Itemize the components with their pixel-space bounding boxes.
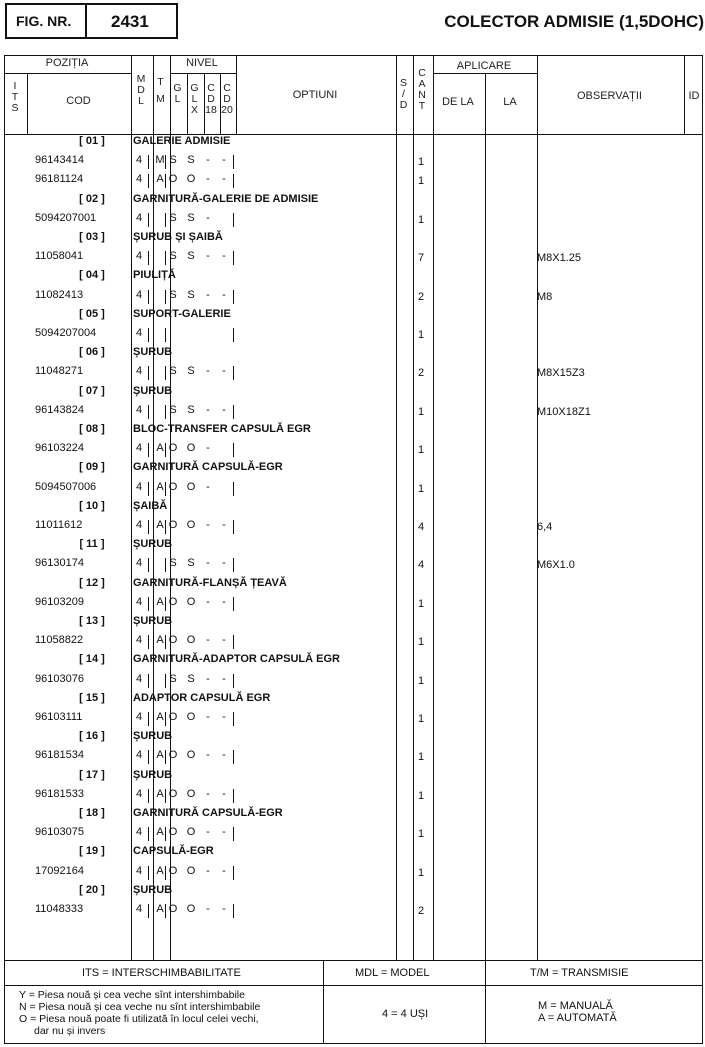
part-name: ȘURUB [133,883,173,896]
level-separator [233,904,234,918]
position-number: [ 07 ] [79,384,105,397]
part-code: 5094207004 [35,327,97,339]
level-separator [165,366,166,380]
part-code: 11011612 [35,519,83,531]
level-value: - [222,519,226,531]
level-value: - [206,787,210,800]
header-sd: S / D [399,77,408,111]
level-value: S [187,365,195,378]
level-separator [148,482,149,496]
level-value: O [186,519,196,531]
level-value: - [206,595,210,608]
level-value: - [222,403,226,416]
level-value: S [187,211,195,224]
model-value: 4 [135,711,143,723]
observation: 6,4 [537,521,553,533]
part-code: 11058041 [35,250,84,263]
header-gl: G L [173,82,182,105]
level-value: - [222,787,226,800]
transmission-value: A [156,480,164,493]
position-number: [ 01 ] [79,135,105,147]
part-name: GARNITURĂ-ADAPTOR CAPSULĂ EGR [133,653,340,666]
level-separator [148,789,149,803]
model-value: 4 [135,749,143,762]
part-name: ȘURUB [133,768,173,781]
position-number: [ 02 ] [79,192,105,205]
level-value: S [169,211,177,224]
level-separator [148,155,149,169]
part-code: 96103075 [35,826,84,839]
position-number: [ 13 ] [79,615,105,627]
quantity: 1 [417,751,425,764]
transmission-value: A [156,864,164,877]
level-value: O [168,711,178,723]
level-separator [165,904,166,918]
level-value: O [168,480,178,493]
part-code: 96103209 [35,595,84,608]
level-separator [233,328,234,342]
model-value: 4 [135,595,143,608]
level-value: O [186,749,196,762]
part-code: 17092164 [35,864,84,877]
level-separator [165,155,166,169]
level-value: S [187,403,195,416]
level-separator [233,712,234,726]
quantity: 7 [417,252,425,265]
level-value: - [206,672,210,685]
model-value: 4 [135,903,143,915]
level-value: O [168,519,178,531]
model-value: 4 [135,403,143,416]
level-value: S [187,288,195,301]
transmission-value: M [155,154,165,167]
level-separator [165,328,166,342]
level-value: O [186,173,196,186]
level-value: - [222,173,226,186]
observation: M8 [537,290,553,303]
part-name: SUPORT-GALERIE [133,307,231,320]
footer-transmission-values: M = MANUALĂ A = AUTOMATĂ [538,1000,617,1024]
level-separator [165,866,166,880]
model-value: 4 [135,557,143,570]
part-name: ADAPTOR CAPSULĂ EGR [133,691,271,704]
model-value: 4 [135,672,143,685]
part-code: 11082413 [35,288,84,301]
transmission-value: A [156,442,164,455]
transmission-value: A [156,749,164,762]
position-number: [ 06 ] [79,346,105,359]
header-cant: C A N T [418,67,426,112]
level-value: O [186,826,196,839]
level-separator [165,712,166,726]
quantity: 1 [417,175,425,188]
part-name: CAPSULĂ-EGR [133,845,214,858]
position-number: [ 18 ] [79,807,105,819]
level-separator [233,290,234,304]
quantity: 2 [417,290,425,303]
part-name: GARNITURĂ CAPSULĂ-EGR [133,807,283,819]
part-code: 96103076 [35,672,84,685]
level-value: - [222,903,226,915]
level-separator [148,290,149,304]
level-value: S [169,672,177,685]
observation: M8X1.25 [537,252,582,265]
level-value: - [206,365,210,378]
quantity: 1 [417,789,425,802]
level-separator [165,482,166,496]
level-value: - [206,173,210,186]
level-value: - [222,557,226,570]
quantity: 1 [417,866,425,879]
footer-its: ITS = INTERSCHIMBABILITATE [82,967,241,979]
level-value: - [222,672,226,685]
level-separator [165,443,166,457]
level-value: O [186,634,196,647]
level-value: O [186,864,196,877]
quantity: 1 [417,597,425,610]
level-value: - [222,154,226,167]
level-value: O [168,173,178,186]
level-value: O [186,711,196,723]
part-code: 96130174 [35,557,84,570]
level-separator [233,750,234,764]
part-name: ȘURUB [133,538,173,551]
observation: M10X18Z1 [537,405,591,418]
quantity: 1 [417,482,425,495]
quantity: 1 [417,213,425,226]
quantity: 1 [417,405,425,418]
level-separator [148,827,149,841]
position-number: [ 17 ] [79,768,105,781]
part-code: 11048333 [35,903,84,915]
level-separator [233,405,234,419]
level-value: O [186,787,196,800]
quantity: 1 [417,444,425,457]
position-number: [ 08 ] [79,423,105,435]
model-value: 4 [135,211,143,224]
header-glx: G L X [190,82,199,116]
position-number: [ 20 ] [79,883,105,896]
quantity: 1 [417,674,425,687]
part-name: ȘURUB [133,615,173,627]
header-mdl: M D L [136,73,146,107]
part-code: 96143824 [35,403,84,416]
level-separator [165,597,166,611]
observation: M8X15Z3 [537,367,585,380]
level-value: - [206,826,210,839]
part-code: 96103224 [35,442,84,455]
part-code: 96143414 [35,154,84,167]
header-nivel: NIVEL [186,57,218,69]
level-value: - [222,365,226,378]
level-separator [233,674,234,688]
level-value: - [206,442,210,455]
level-value: O [168,749,178,762]
level-separator [233,213,234,227]
level-separator [233,789,234,803]
quantity: 1 [417,329,425,341]
level-separator [148,251,149,265]
transmission-value: A [156,634,164,647]
level-value: - [206,634,210,647]
level-separator [148,558,149,572]
part-name: GARNITURĂ-GALERIE DE ADMISIE [133,192,319,205]
level-separator [148,405,149,419]
level-separator [233,827,234,841]
level-value: S [169,403,177,416]
level-value: - [206,154,210,167]
level-separator [148,597,149,611]
part-code: 5094507006 [35,480,97,493]
level-separator [148,866,149,880]
level-separator [148,520,149,534]
part-name: GARNITURĂ-FLANȘĂ ȚEAVĂ [133,576,287,589]
level-separator [148,712,149,726]
level-value: - [206,711,210,723]
model-value: 4 [135,442,143,455]
model-value: 4 [135,288,143,301]
position-number: [ 04 ] [79,269,105,282]
level-separator [165,750,166,764]
model-value: 4 [135,864,143,877]
header-pozitia: POZIȚIA [45,57,89,69]
level-separator [165,789,166,803]
level-value: - [222,864,226,877]
position-number: [ 03 ] [79,231,105,243]
part-code: 96181124 [35,173,84,186]
level-separator [165,174,166,188]
level-value: O [168,595,178,608]
transmission-value: A [156,711,164,723]
level-value: - [206,211,210,224]
level-value: - [222,288,226,301]
part-name: ȘAIBĂ [133,499,168,512]
footer-mdl: MDL = MODEL [355,967,430,979]
level-value: O [186,903,196,915]
position-number: [ 11 ] [79,538,105,551]
model-value: 4 [135,154,143,167]
model-value: 4 [135,327,143,339]
header-la: LA [503,96,517,108]
level-separator [148,443,149,457]
level-value: O [186,442,196,455]
header-id: ID [688,90,700,102]
level-value: S [187,557,195,570]
part-code: 11058822 [35,634,84,647]
level-separator [165,251,166,265]
header-tm: T M [156,76,165,105]
position-number: [ 12 ] [79,576,105,589]
level-separator [233,597,234,611]
header-cod: COD [66,95,91,107]
level-separator [165,674,166,688]
figure-label: FIG. NR. [16,13,72,29]
level-value: - [206,749,210,762]
level-value: S [169,557,177,570]
footer-model-value: 4 = 4 UȘI [382,1008,429,1020]
model-value: 4 [135,365,143,378]
position-number: [ 15 ] [79,691,105,704]
level-separator [233,520,234,534]
level-value: O [168,787,178,800]
level-value: - [206,864,210,877]
transmission-value: A [156,519,164,531]
level-separator [148,904,149,918]
transmission-value: A [156,173,164,186]
level-separator [165,558,166,572]
position-number: [ 09 ] [79,461,105,474]
position-number: [ 10 ] [79,499,105,512]
level-separator [148,366,149,380]
part-name: ȘURUB [133,384,173,397]
level-value: O [168,903,178,915]
transmission-value: A [156,595,164,608]
level-separator [233,443,234,457]
level-separator [233,482,234,496]
figure-number: 2431 [111,12,149,31]
level-value: S [169,288,177,301]
quantity: 1 [417,156,425,169]
part-name: PIULIȚĂ [133,269,176,282]
part-code: 5094207001 [35,211,97,224]
model-value: 4 [135,787,143,800]
quantity: 1 [417,828,425,841]
level-value: - [206,403,210,416]
level-value: S [187,672,195,685]
level-value: O [168,442,178,455]
level-separator [148,174,149,188]
level-separator [233,251,234,265]
level-value: - [206,480,210,493]
part-code: 96103111 [35,711,83,723]
level-value: O [186,480,196,493]
level-value: - [222,711,226,723]
level-value: - [222,826,226,839]
model-value: 4 [135,634,143,647]
figure-number-box [5,3,178,39]
header-de-la: DE LA [442,96,474,108]
header-its: I T S [11,80,19,114]
part-name: GALERIE ADMISIE [133,135,231,147]
level-separator [165,405,166,419]
level-separator [148,750,149,764]
part-name: ȘURUB [133,730,173,743]
level-value: S [169,154,177,167]
model-value: 4 [135,250,143,263]
level-value: S [187,154,195,167]
level-value: S [169,250,177,263]
level-value: S [169,365,177,378]
level-separator [233,366,234,380]
level-separator [148,635,149,649]
level-value: - [206,250,210,263]
part-name: GARNITURĂ CAPSULĂ-EGR [133,461,283,474]
level-separator [165,520,166,534]
quantity: 2 [417,905,425,917]
part-name: ȘURUB ȘI ȘAIBĂ [133,231,223,243]
header-cd18: C D 18 [205,82,217,116]
level-separator [233,866,234,880]
position-number: [ 16 ] [79,730,105,743]
level-value: O [168,634,178,647]
position-number: [ 05 ] [79,307,105,320]
model-value: 4 [135,519,143,531]
quantity: 1 [417,713,425,725]
model-value: 4 [135,480,143,493]
observation: M6X1.0 [537,559,575,572]
part-name: BLOC-TRANSFER CAPSULĂ EGR [133,423,311,435]
quantity: 1 [417,636,425,649]
position-number: [ 14 ] [79,653,105,666]
level-separator [165,827,166,841]
part-name: ȘURUB [133,346,173,359]
transmission-value: A [156,826,164,839]
part-code: 11048271 [35,365,84,378]
model-value: 4 [135,173,143,186]
page-title: COLECTOR ADMISIE (1,5DOHC) [444,12,704,31]
level-separator [233,558,234,572]
footer-tm: T/M = TRANSMISIE [530,967,629,979]
header-optiuni: OPTIUNI [292,89,338,101]
level-value: S [187,250,195,263]
level-value: O [186,595,196,608]
level-value: - [206,557,210,570]
header-aplicare: APLICARE [456,60,512,72]
model-value: 4 [135,826,143,839]
level-value: - [222,595,226,608]
header-observatii: OBSERVAȚII [576,90,642,102]
quantity: 2 [417,367,425,380]
level-separator [165,213,166,227]
level-separator [148,328,149,342]
header-cd20: C D 20 [221,82,233,116]
level-value: - [222,250,226,263]
level-value: O [168,864,178,877]
level-separator [165,635,166,649]
transmission-value: A [156,787,164,800]
quantity: 4 [417,559,425,572]
level-separator [233,155,234,169]
level-value: - [206,519,210,531]
footer-legend: Y = Piesa nouă și cea veche sînt intershimbabile N = Piesa nouă și cea veche nu sînt intershimbabile O = Piesa nouă poate fi utilizată în locul celei vechi, dar nu și invers [19,989,261,1037]
level-value: - [222,634,226,647]
level-value: O [168,826,178,839]
level-separator [233,635,234,649]
transmission-value: A [156,903,164,915]
quantity: 4 [417,521,425,533]
level-value: - [206,903,210,915]
part-code: 96181534 [35,749,84,762]
level-separator [148,213,149,227]
level-separator [233,174,234,188]
level-separator [165,290,166,304]
level-value: - [206,288,210,301]
position-number: [ 19 ] [79,845,105,858]
part-code: 96181533 [35,787,84,800]
level-value: - [222,749,226,762]
level-separator [148,674,149,688]
